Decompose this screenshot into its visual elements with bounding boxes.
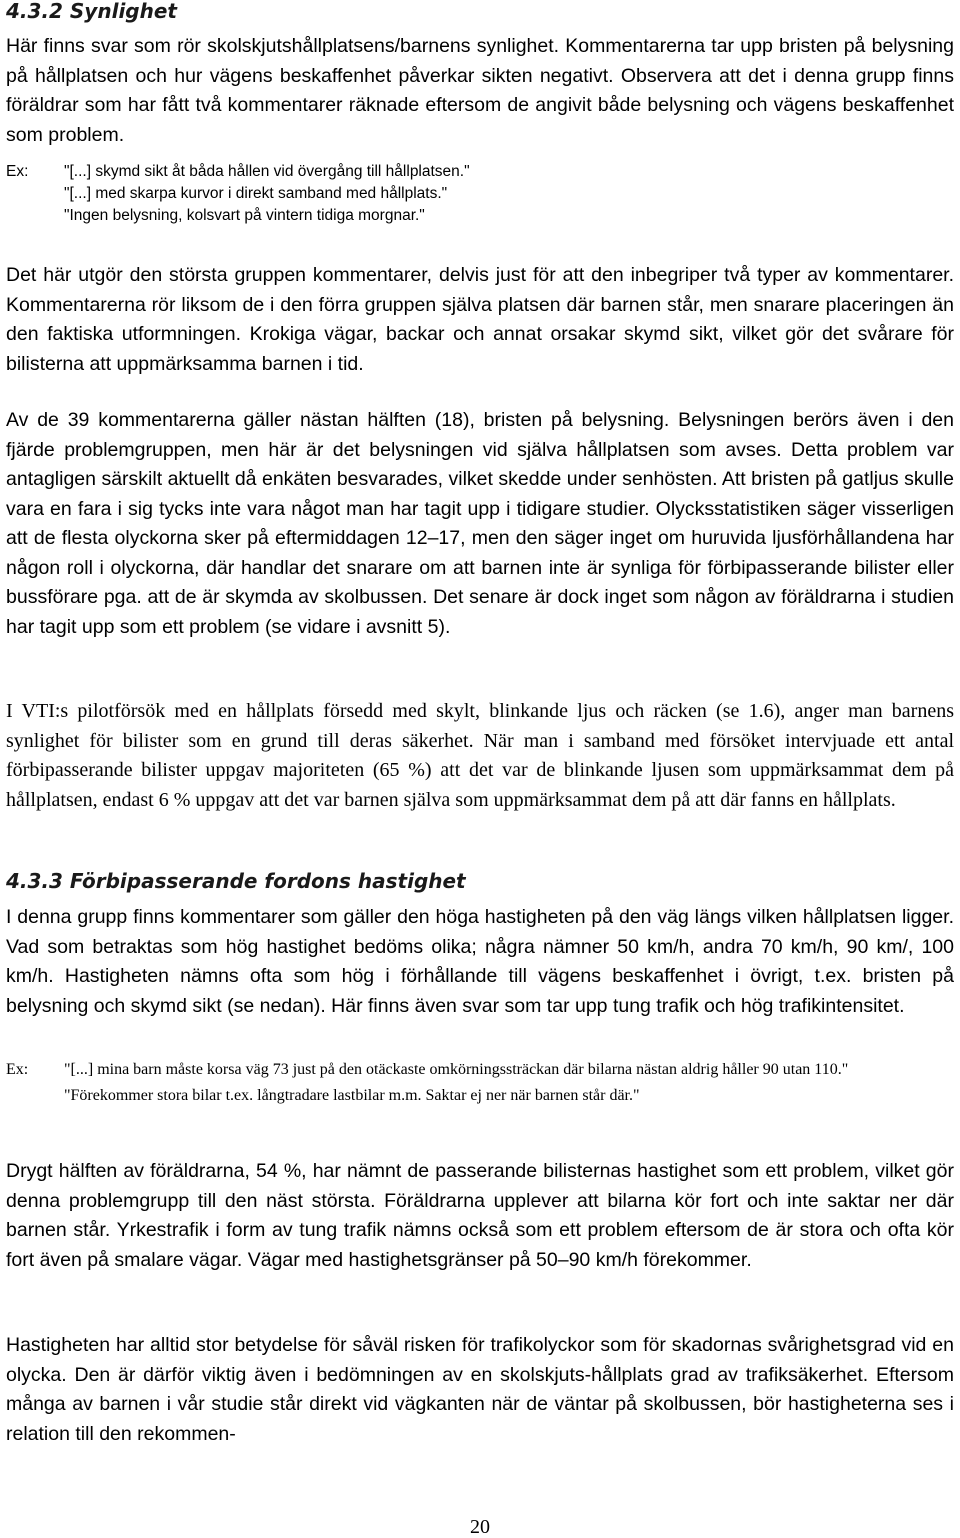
page-number: 20	[470, 1516, 490, 1538]
example-label: Ex:	[6, 1061, 29, 1078]
section-heading: 4.3.3 Förbipasserande fordons hastighet	[6, 869, 466, 893]
quote-list	[64, 161, 954, 227]
quote-list	[64, 1059, 954, 1107]
body-paragraph: Det här utgör den största gruppen kommentarer, delvis just för att den inbegriper två typer av kommentarer. Kommentarerna rör liksom de i den förra gruppen själva platsen där barnen står, men snarare placeringen än den faktiska utformningen. Krokiga vägar, backar och annat orsakar skymd sikt, vilket gör det svårare för bilisterna att uppmärksamma barnen i tid.	[6, 264, 954, 375]
body-paragraph: Drygt hälften av föräldrarna, 54 %, har nämnt de passerande bilisternas hastighet som ett problem, vilket gör denna problemgrupp till den näst största. Föräldrarna upplever att bilarna kör fort och inte saktar ner där barnen står. Yrkestrafik i form av tung trafik nämns också som ett problem eftersom de är stora och ofta kör fort även på smalare vägar. Vägar med hastighetsgränser på 50–90 km/h förekommer.	[6, 1160, 954, 1271]
quote: "[...] med skarpa kurvor i direkt samband med hållplats."	[64, 185, 448, 202]
quote: "[...] skymd sikt åt båda hållen vid övergång till hållplatsen."	[64, 163, 470, 180]
quote: "Ingen belysning, kolsvart på vintern tidiga morgnar."	[64, 207, 425, 224]
quote: "[...] mina barn måste korsa väg 73 just på den otäckaste omkörningssträckan där bilarna nästan aldrig håller 90 utan 110."	[64, 1061, 849, 1078]
section-intro: Här finns svar som rör skolskjutshållplatsens/barnens synlighet. Kommentarerna tar upp bristen på belysning på hållplatsen och hur vägens beskaffenhet påverkar sikten negativt. Observera att det i denna grupp finns föräldrar som har fått två kommentarer räknade eftersom de angivit både belysning och vägens beskaffenhet som problem.	[6, 35, 954, 146]
section-intro: I denna grupp finns kommentarer som gäller den höga hastigheten på den väg längs vilken hållplatsen ligger. Vad som betraktas som hög hastighet bedöms olika; några nämner 50 km/h, andra 70 km/h, 90 km/, 100 km/h. Hastigheten nämns ofta som hög i förhållande till vägens beskaffenhet i övrigt, t.ex. bristen på belysning och skymd sikt (se nedan). Här finns även svar som tar upp tung trafik och hög trafikintensitet.	[6, 906, 954, 1017]
example-label: Ex:	[6, 163, 29, 180]
body-paragraph: Hastigheten har alltid stor betydelse för såväl risken för trafikolyckor som för skadornas svårighetsgrad vid en olycka. Den är därför viktig även i bedömningen av en skolskjuts-hållplats grad av trafiksäkerhet. Eftersom många av barnen i vår studie står direkt vid vägkanten när de väntar på skolbussen, bör hastigheterna ses i relation till den rekommen-	[6, 1334, 954, 1445]
body-paragraph: I VTI:s pilotförsök med en hållplats försedd med skylt, blinkande ljus och räcken (se 1.6), anger man barnens synlighet för bilister som en grund till deras säkerhet. När man i samband med försöket intervjuade ett antal förbipasserande bilister uppgav majoriteten (65 %) att det var de blinkande ljusen som uppmärksammat dem på hållplatsen, endast 6 % uppgav att det var barnen själva som uppmärksammat dem på att där fanns en hållplats.	[6, 700, 954, 811]
section-heading: 4.3.2 Synlighet	[6, 0, 177, 23]
body-paragraph: Av de 39 kommentarerna gäller nästan hälften (18), bristen på belysning. Belysningen berörs även i den fjärde problemgruppen, men här är det belysningen vid själva hållplatsen som avses. Detta problem var antagligen särskilt aktuellt då enkäten besvarades, vilket skedde under senhösten. Att bristen på gatljus skulle vara en fara i sig tycks inte vara något man har tagit upp i tidigare studier. Olycksstatistiken säger visserligen att de flesta olyckorna sker på eftermiddagen 12–17, men den säger inget om huruvida ljusförhållandena har någon roll i olyckorna, där handlar det snarare om att barnen inte är synliga för förbipasserande bilister eller bussförare pga. att de är skymda av skolbussen. Det senare är dock inget som någon av föräldrarna i studien har tagit upp som ett problem (se vidare i avsnitt 5).	[6, 409, 954, 638]
quote: "Förekommer stora bilar t.ex. långtradare lastbilar m.m. Saktar ej ner när barnen står där."	[64, 1087, 640, 1104]
